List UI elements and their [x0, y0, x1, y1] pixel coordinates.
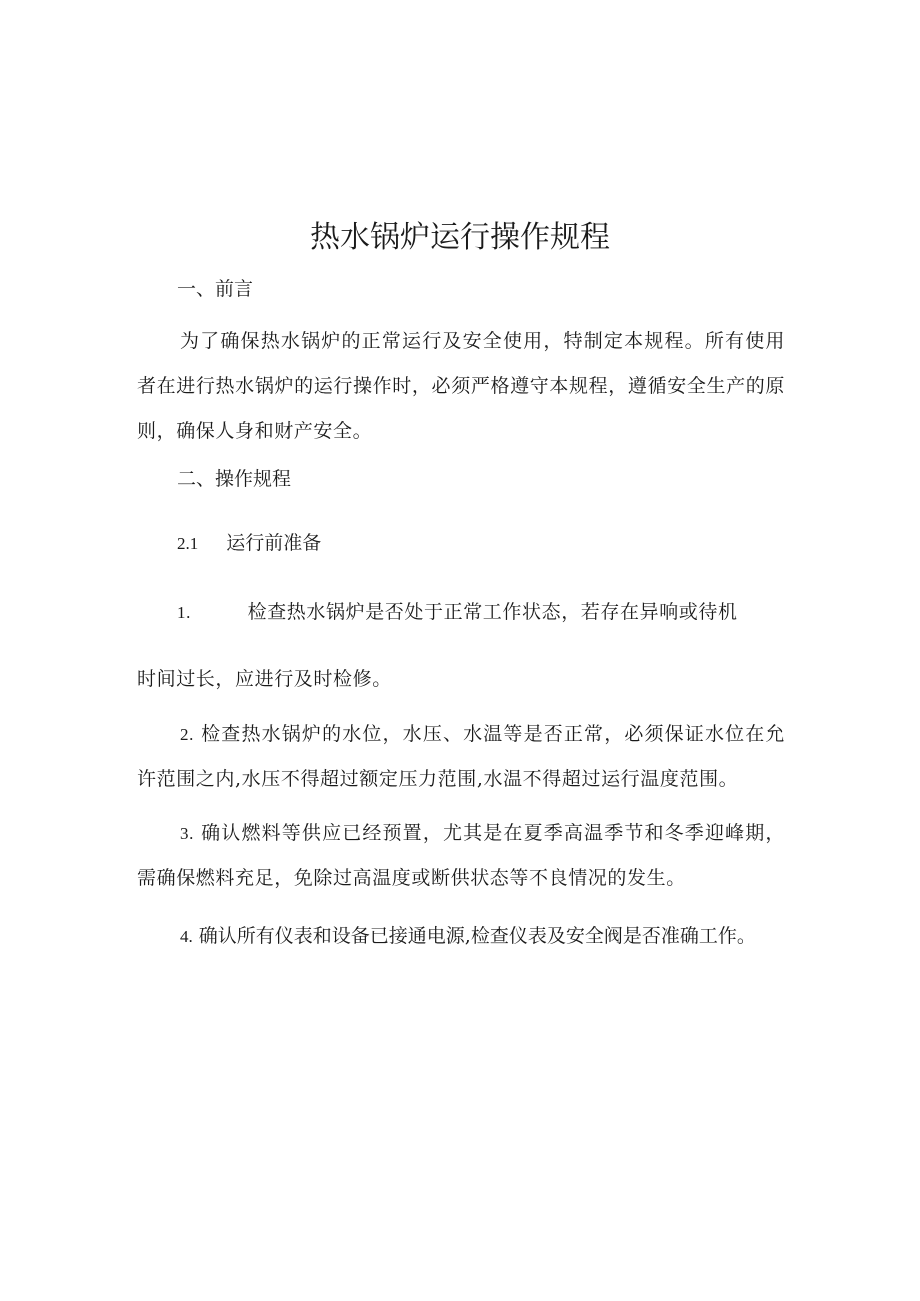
list-item-3-text: 确认燃料等供应已经预置，尤其是在夏季高温季节和冬季迎峰期，需确保燃料充足，免除过高温度或断供状态等不良情况的发生。	[137, 822, 786, 889]
list-item-2-text: 检查热水锅炉的水位，水压、水温等是否正常，必须保证水位在允许范围之内,水压不得超过额定压力范围,水温不得超过运行温度范围。	[137, 723, 786, 790]
subsection-heading	[177, 529, 321, 558]
list-item-3-number: 3.	[180, 824, 194, 843]
section-heading-preface: 一、前言	[177, 278, 254, 300]
section-heading-procedures: 二、操作规程	[177, 468, 292, 490]
list-item-2-number: 2.	[180, 725, 194, 744]
list-item-4	[137, 914, 785, 959]
list-item-4-number: 4.	[180, 927, 193, 946]
list-item-1-line1	[177, 598, 738, 627]
preface-paragraph: 为了确保热水锅炉的正常运行及安全使用，特制定本规程。所有使用者在进行热水锅炉的运行操作时，必须严格遵守本规程，遵循安全生产的原则，确保人身和财产安全。	[137, 330, 785, 442]
subsection-number: 2.1	[177, 534, 199, 553]
subsection-title: 运行前准备	[226, 532, 322, 554]
list-item-4-text: 确认所有仪表和设备已接通电源,检查仪表及安全阀是否准确工作。	[198, 925, 756, 947]
document-title: 热水锅炉运行操作规程	[310, 220, 610, 255]
list-item-1-text: 检查热水锅炉是否处于正常工作状态，若存在异响或待机	[247, 601, 738, 623]
list-item-1-line2: 时间过长，应进行及时检修。	[137, 668, 392, 690]
list-item-2	[137, 712, 785, 802]
list-item-1-number: 1.	[177, 603, 191, 622]
list-item-3	[137, 811, 785, 901]
